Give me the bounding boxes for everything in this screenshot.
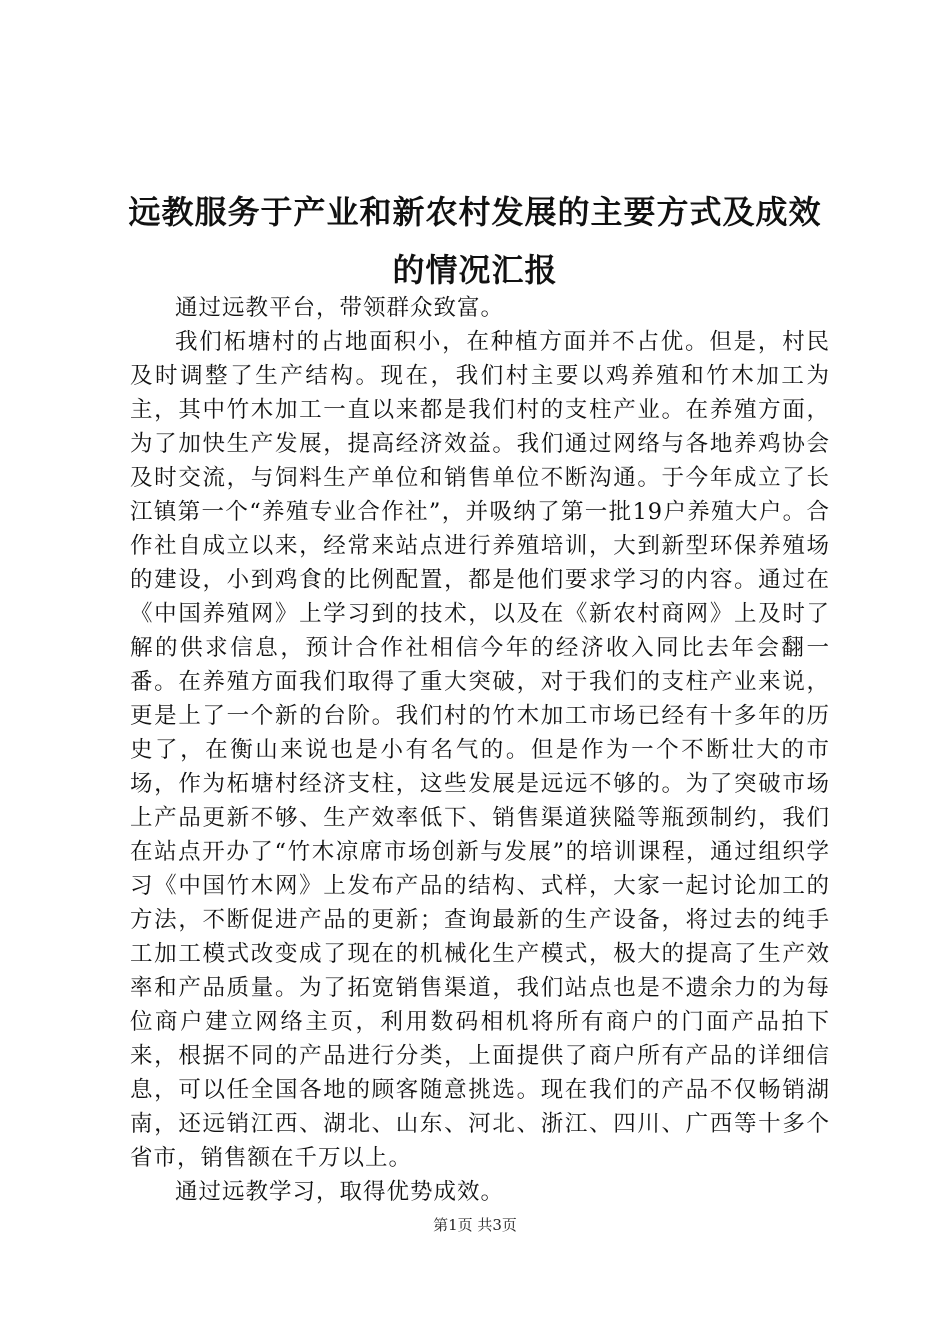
document-body [130,291,830,1209]
page-footer: 第1页 共3页 [433,1216,517,1234]
document-title: 远教服务于产业和新农村发展的主要方式及成效的情况汇报 [128,193,822,289]
section-heading-1: 通过远教平台，带领群众致富。 [175,295,505,321]
section-heading-2: 通过远教学习，取得优势成效。 [175,1179,505,1205]
body-paragraph: 我们柘塘村的占地面积小，在种植方面并不占优。但是，村民及时调整了生产结构。现在，我们村主要以鸡养殖和竹木加工为主，其中竹木加工一直以来都是我们村的支柱产业。在养殖方面，为了加快生产发展，提高经济效益。我们通过网络与各地养鸡协会及时交流，与饲料生产单位和销售单位不断沟通。于今年成立了长江镇第一个“养殖专业合作社”，并吸纳了第一批19户养殖大户。合作社自成立以来，经常来站点进行养殖培训，大到新型环保养殖场的建设，小到鸡食的比例配置，都是他们要求学习的内容。通过在《中国养殖网》上学习到的技术，以及在《新农村商网》上及时了解的供求信息，预计合作社相信今年的经济收入同比去年会翻一番。在养殖方面我们取得了重大突破，对于我们的支柱产业来说，更是上了一个新的台阶。我们村的竹木加工市场已经有十多年的历史了，在衡山来说也是小有名气的。但是作为一个不断壮大的市场，作为柘塘村经济支柱，这些发展是远远不够的。为了突破市场上产品更新不够、生产效率低下、销售渠道狭隘等瓶颈制约，我们在站点开办了“竹木凉席市场创新与发展”的培训课程，通过组织学习《中国竹木网》上发布产品的结构、式样，大家一起讨论加工的方法，不断促进产品的更新；查询最新的生产设备，将过去的纯手工加工模式改变成了现在的机械化生产模式，极大的提高了生产效率和产品质量。为了拓宽销售渠道，我们站点也是不遗余力的为每位商户建立网络主页，利用数码相机将所有商户的门面产品拍下来，根据不同的产品进行分类，上面提供了商户所有产品的详细信息，可以任全国各地的顾客随意挑选。现在我们的产品不仅畅销湖南，还远销江西、湖北、山东、河北、浙江、四川、广西等十多个省市，销售额在千万以上。 [130,329,830,1171]
